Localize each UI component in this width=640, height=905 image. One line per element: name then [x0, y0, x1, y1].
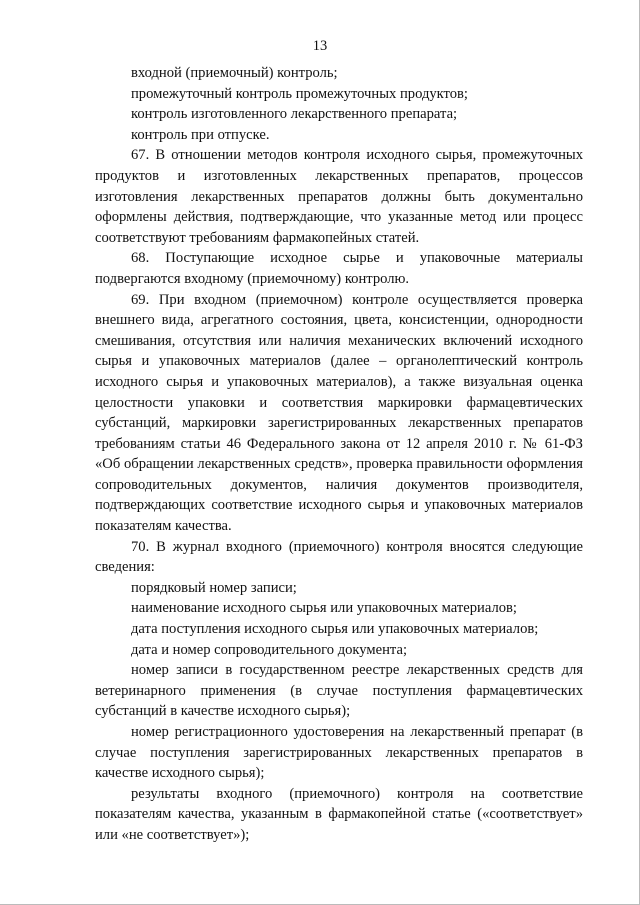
journal-item-registry-number: номер записи в государственном реестре лекарственных средств для ветеринарного применения (в случае поступления фармацевтических субстанций в качестве исходного сырья);: [95, 662, 583, 720]
page-number: 13: [312, 38, 328, 54]
document-body: [95, 63, 583, 846]
journal-item-control-results: результаты входного (приемочного) контроля на соответствие показателям качества, указанным в фармакопейной статье («соответствует» или «не соответствует»);: [95, 785, 583, 843]
control-type-dispensing: контроль при отпуске.: [131, 126, 270, 143]
journal-item-receipt-date: дата поступления исходного сырья или упаковочных материалов;: [131, 621, 539, 638]
paragraph-69: 69. При входном (приемочном) контроле осуществляется проверка внешнего вида, агрегатного состояния, цвета, консистенции, однородности смешивания, отсутствия или наличия механических включений исходного сырья и упаковочных материалов (далее – органолептический контроль исходного сырья и упаковочных материалов), а также визуальная оценка целостности упаковки и соответствия маркировки фармацевтических субстанций, маркировки зарегистрированных лекарственных препаратов требованиям статьи 46 Федерального закона от 12 апреля 2010 г. № 61-ФЗ «Об обращении лекарственных средств», проверка правильности оформления сопроводительных документов, наличия документов производителя, подтверждающих соответствие исходного сырья и упаковочных материалов показателям качества.: [95, 291, 583, 535]
paragraph-68: 68. Поступающие исходное сырье и упаковочные материалы подвергаются входному (приемочному) контролю.: [95, 250, 583, 287]
journal-item-material-name: наименование исходного сырья или упаковочных материалов;: [131, 600, 517, 617]
control-type-finished: контроль изготовленного лекарственного препарата;: [131, 106, 458, 123]
control-type-incoming: входной (приемочный) контроль;: [131, 65, 338, 81]
journal-item-registration-certificate: номер регистрационного удостоверения на лекарственный препарат (в случае поступления зарегистрированных лекарственных препаратов в качестве исходного сырья);: [95, 724, 583, 782]
journal-item-document-date-number: дата и номер сопроводительного документа;: [131, 641, 408, 658]
paragraph-70: 70. В журнал входного (приемочного) контроля вносятся следующие сведения:: [95, 538, 583, 576]
journal-item-record-number: порядковый номер записи;: [131, 579, 297, 596]
paragraph-67: 67. В отношении методов контроля исходного сырья, промежуточных продуктов и изготовленных лекарственных препаратов, процессов изготовления лекарственных препаратов должны быть документально оформлены действия, подтверждающие, что указанные метод или процесс соответствуют требованиям фармакопейных статей.: [95, 147, 583, 246]
control-type-intermediate: промежуточный контроль промежуточных продуктов;: [131, 85, 468, 102]
